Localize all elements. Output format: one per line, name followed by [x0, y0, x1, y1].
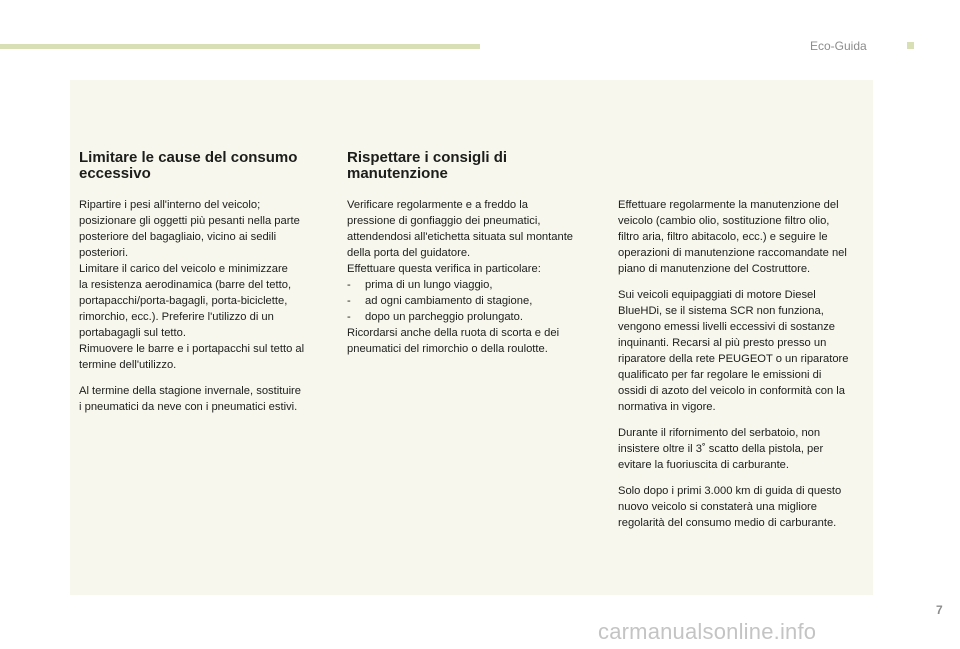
heading-maintenance-advice: Rispettare i consigli di manutenzione — [347, 149, 508, 182]
column-consumption — [79, 150, 327, 415]
column-maintenance-advice — [347, 150, 597, 357]
text-line: veicolo (cambio olio, sostituzione filtro olio, — [618, 215, 830, 227]
text-line: posteriore del bagagliaio, vicino ai sedili — [79, 231, 277, 243]
text-line: evitare la fuoriuscita di carburante. — [618, 459, 790, 471]
text-line: pneumatici del rimorchio o della roulotte. — [347, 343, 548, 355]
page-number: 7 — [936, 603, 943, 617]
list-item: - ad ogni cambiamento di stagione, — [347, 295, 533, 307]
header-accent-bar — [0, 44, 480, 49]
text-line: filtro aria, filtro abitacolo, ecc.) e seguire le — [618, 231, 828, 243]
text-line: operazioni di manutenzione raccomandate nel — [618, 247, 847, 259]
text-line: normativa in vigore. — [618, 401, 716, 413]
column-maintenance-details — [618, 197, 866, 531]
heading-limit-consumption: Limitare le cause del consumo eccessivo — [79, 149, 298, 182]
text-line: posteriori. — [79, 247, 129, 259]
paragraph-service — [618, 197, 866, 277]
text-line: attendendosi all'etichetta situata sul montante — [347, 231, 574, 243]
list-item: - prima di un lungo viaggio, — [347, 279, 493, 291]
text-line: Durante il rifornimento del serbatoio, non — [618, 427, 821, 439]
text-line: Sui veicoli equipaggiati di motore Diesel — [618, 289, 816, 301]
text-line: regolarità del consumo medio di carburante. — [618, 517, 837, 529]
text-line: termine dell'utilizzo. — [79, 359, 177, 371]
paragraph-tyre-pressure — [347, 197, 597, 277]
text-line: Al termine della stagione invernale, sostituire — [79, 385, 302, 397]
text-line: BlueHDi, se il sistema SCR non funziona, — [618, 305, 824, 317]
text-line: Ripartire i pesi all'interno del veicolo; — [79, 199, 261, 211]
text-line: ossidi di azoto del veicolo in conformità con la — [618, 385, 845, 397]
check-list — [347, 277, 597, 325]
text-line: nuovo veicolo si constaterà una migliore — [618, 501, 817, 513]
text-line: rimorchio, ecc.). Preferire l'utilizzo di un — [79, 311, 274, 323]
text-line: riparatore della rete PEUGEOT o un riparatore — [618, 353, 849, 365]
paragraph-first-km — [618, 483, 866, 531]
text-line: Verificare regolarmente e a freddo la — [347, 199, 528, 211]
text-line: portapacchi/porta-bagagli, porta-biciclette, — [79, 295, 288, 307]
list-item: - dopo un parcheggio prolungato. — [347, 311, 523, 323]
text-line: Solo dopo i primi 3.000 km di guida di questo — [618, 485, 842, 497]
text-line: Rimuovere le barre e i portapacchi sul tetto al — [79, 343, 305, 355]
paragraph-refuelling — [618, 425, 866, 473]
paragraph-spare-wheel — [347, 325, 597, 357]
text-line: Ricordarsi anche della ruota di scorta e dei — [347, 327, 560, 339]
text-line: i pneumatici da neve con i pneumatici estivi. — [79, 401, 298, 413]
text-line: portabagagli sul tetto. — [79, 327, 186, 339]
section-title: Eco-Guida — [810, 39, 867, 53]
header-accent-square — [907, 42, 914, 49]
watermark: carmanualsonline.info — [598, 619, 817, 644]
text-line: posizionare gli oggetti più pesanti nella parte — [79, 215, 300, 227]
text-line: vengono emessi livelli eccessivi di sostanze — [618, 321, 836, 333]
text-line: inquinanti. Recarsi al più presto presso un — [618, 337, 827, 349]
text-line: la resistenza aerodinamica (barre del tetto, — [79, 279, 292, 291]
paragraph-bluehdi — [618, 287, 866, 415]
paragraph-load — [79, 197, 327, 373]
text-line: insistere oltre il 3˚ scatto della pistola, per — [618, 443, 824, 455]
text-line: Effettuare regolarmente la manutenzione del — [618, 199, 839, 211]
paragraph-winter-tyres — [79, 383, 327, 415]
text-line: Effettuare questa verifica in particolare: — [347, 263, 541, 275]
text-line: della porta del guidatore. — [347, 247, 471, 259]
text-line: piano di manutenzione del Costruttore. — [618, 263, 811, 275]
text-line: Limitare il carico del veicolo e minimizzare — [79, 263, 288, 275]
text-line: qualificato per far regolare le emissioni di — [618, 369, 822, 381]
text-line: pressione di gonfiaggio dei pneumatici, — [347, 215, 541, 227]
